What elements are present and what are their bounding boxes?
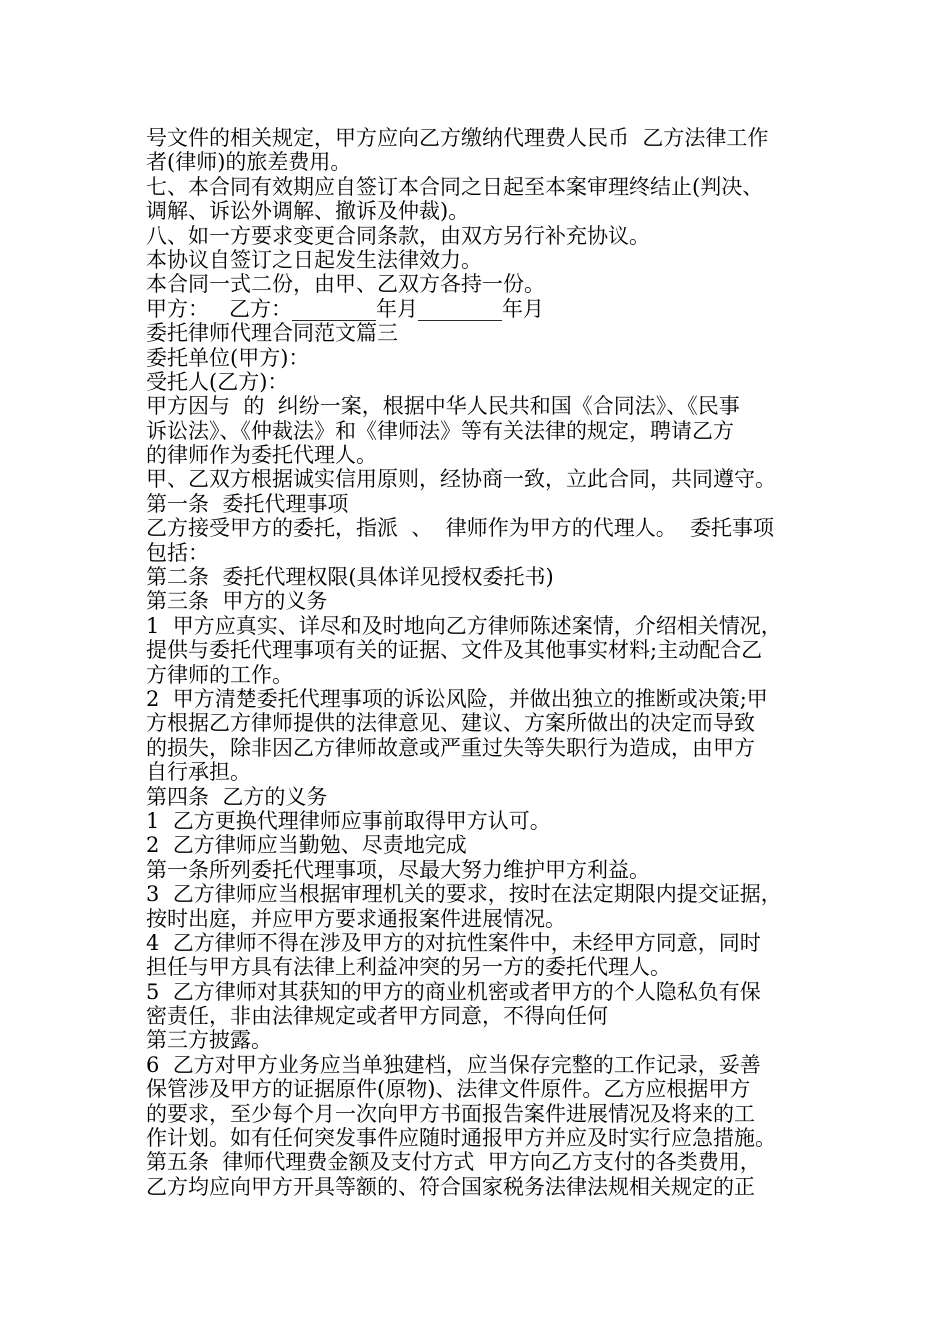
text-line: 甲方因与 的 纠纷一案，根据中华人民共和国《合同法》、《民事 xyxy=(146,394,740,419)
text-line: 甲、乙双方根据诚实信用原则，经协商一致，立此合同，共同遵守。 xyxy=(146,467,776,492)
text-line: 号文件的相关规定，甲方应向乙方缴纳代理费人民币 乙方法律工作 xyxy=(146,126,769,150)
text-line: 2 甲方清楚委托代理事项的诉讼风险，并做出独立的推断或决策;甲 xyxy=(146,686,768,711)
text-line: 担任与甲方具有法律上利益冲突的另一方的委托代理人。 xyxy=(146,955,671,980)
text-line: 的律师作为委托代理人。 xyxy=(146,443,377,468)
text-line: 提供与委托代理事项有关的证据、文件及其他事实材料;主动配合乙 xyxy=(146,638,763,663)
text-line: 方根据乙方律师提供的法律意见、建议、方案所做出的决定而导致 xyxy=(146,711,755,736)
text-line: 自行承担。 xyxy=(146,760,251,785)
text-line: 受托人(乙方)： xyxy=(146,369,289,394)
text-line: 本合同一式二份，由甲、乙双方各持一份。 xyxy=(146,272,545,297)
article-heading: 第三条 甲方的义务 xyxy=(146,589,328,614)
text-line: 包括： xyxy=(146,540,209,565)
text-line: 保管涉及甲方的证据原件(原物)、法律文件原件。乙方应根据甲方 xyxy=(146,1077,751,1102)
text-line: 2 乙方律师应当勤勉、尽责地完成 xyxy=(146,833,467,858)
article-heading: 第二条 委托代理权限(具体详见授权委托书) xyxy=(146,565,554,590)
text-line: 6 乙方对甲方业务应当单独建档，应当保存完整的工作记录，妥善 xyxy=(146,1052,761,1077)
article-heading: 第五条 律师代理费金额及支付方式 甲方向乙方支付的各类费用， xyxy=(146,1150,761,1175)
text-line: 1 甲方应真实、详尽和及时地向乙方律师陈述案情，介绍相关情况， xyxy=(146,613,782,638)
text-line: 者(律师)的旅差费用。 xyxy=(146,150,352,175)
text-line: 七、本合同有效期应自签订本合同之日起至本案审理终结止(判决、 xyxy=(146,174,764,199)
section-heading: 委托律师代理合同范文篇三 xyxy=(146,321,398,346)
text-line: 调解、诉讼外调解、撤诉及仲裁)。 xyxy=(146,199,470,224)
text-line: 的损失，除非因乙方律师故意或严重过失等失职行为造成，由甲方 xyxy=(146,735,755,760)
text-line: 八、如一方要求变更合同条款，由双方另行补充协议。 xyxy=(146,223,650,248)
text-line: 诉讼法》、《仲裁法》和《律师法》等有关法律的规定，聘请乙方 xyxy=(146,418,734,443)
text-line: 3 乙方律师应当根据审理机关的要求，按时在法定期限内提交证据， xyxy=(146,882,782,907)
text-line: 委托单位(甲方)： xyxy=(146,345,310,370)
text-line: 乙方均应向甲方开具等额的、符合国家税务法律法规相关规定的正 xyxy=(146,1174,755,1199)
document-body xyxy=(146,126,826,1199)
text-line: 5 乙方律师对其获知的甲方的商业机密或者甲方的个人隐私负有保 xyxy=(146,979,761,1004)
text-line: 密责任，非由法律规定或者甲方同意，不得向任何 xyxy=(146,1004,608,1029)
text-line: 方律师的工作。 xyxy=(146,662,293,687)
text-line: 按时出庭，并应甲方要求通报案件进展情况。 xyxy=(146,906,566,931)
signature-line: 甲方： 乙方：________年月________年月 xyxy=(146,296,545,321)
text-line: 乙方接受甲方的委托，指派 、 律师作为甲方的代理人。 委托事项 xyxy=(146,516,775,541)
article-heading: 第一条 委托代理事项 xyxy=(146,491,349,516)
text-line: 1 乙方更换代理律师应事前取得甲方认可。 xyxy=(146,808,551,833)
article-heading: 第四条 乙方的义务 xyxy=(146,784,328,809)
text-line: 第三方披露。 xyxy=(146,1028,272,1053)
text-line: 的要求，至少每个月一次向甲方书面报告案件进展情况及将来的工 xyxy=(146,1101,755,1126)
text-line: 4 乙方律师不得在涉及甲方的对抗性案件中，未经甲方同意，同时 xyxy=(146,930,761,955)
text-line: 第一条所列委托代理事项，尽最大努力维护甲方利益。 xyxy=(146,857,650,882)
text-line: 本协议自签订之日起发生法律效力。 xyxy=(146,247,482,272)
text-line: 作计划。如有任何突发事件应随时通报甲方并应及时实行应急措施。 xyxy=(146,1126,776,1151)
